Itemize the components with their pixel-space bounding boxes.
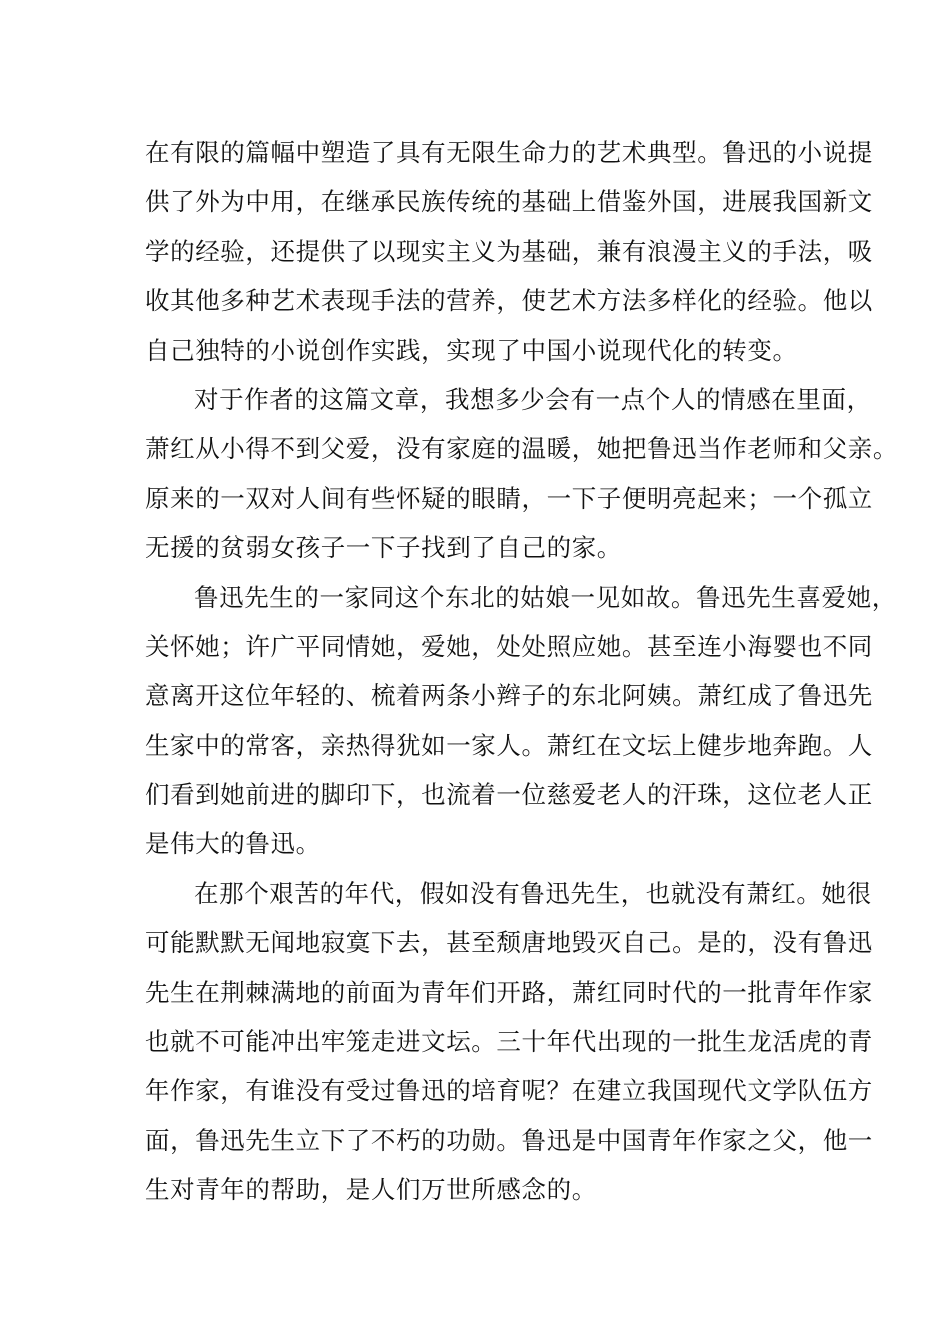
text-line: 也就不可能冲出牢笼走进文坛。三十年代出现的一批生龙活虎的青 [145, 1027, 873, 1057]
text-line: 鲁迅先生的一家同这个东北的姑娘一见如故。鲁迅先生喜爱她， [194, 582, 897, 612]
text-line: 在有限的篇幅中塑造了具有无限生命力的艺术典型。鲁迅的小说提 [145, 138, 873, 167]
text-line: 先生在荆棘满地的前面为青年们开路，萧红同时代的一批青年作家 [145, 977, 873, 1007]
text-line: 是伟大的鲁迅。 [145, 829, 321, 859]
text-line: 自己独特的小说创作实践，实现了中国小说现代化的转变。 [145, 335, 798, 365]
text-line: 意离开这位年轻的、梳着两条小辫子的东北阿姨。萧红成了鲁迅先 [145, 681, 873, 711]
text-line: 原来的一双对人间有些怀疑的眼睛，一下子便明亮起来；一个孤立 [145, 483, 873, 513]
text-line: 萧红从小得不到父爱，没有家庭的温暖，她把鲁迅当作老师和父亲。 [145, 434, 898, 464]
text-line: 无援的贫弱女孩子一下子找到了自己的家。 [145, 533, 622, 563]
text-line: 生家中的常客，亲热得犹如一家人。萧红在文坛上健步地奔跑。人 [145, 730, 873, 760]
text-line: 可能默默无闻地寂寞下去，甚至颓唐地毁灭自己。是的，没有鲁迅 [145, 928, 873, 958]
text-line: 们看到她前进的脚印下，也流着一位慈爱老人的汗珠，这位老人正 [145, 780, 873, 810]
text-line: 在那个艰苦的年代，假如没有鲁迅先生，也就没有萧红。她很 [194, 878, 872, 908]
text-line: 对于作者的这篇文章，我想多少会有一点个人的情感在里面， [194, 384, 872, 414]
text-line: 生对青年的帮助，是人们万世所感念的。 [145, 1175, 597, 1205]
text-line: 供了外为中用，在继承民族传统的基础上借鉴外国，进展我国新文 [145, 187, 873, 217]
paragraph-1 [145, 128, 873, 375]
body-text [145, 128, 898, 1215]
text-line: 关怀她；许广平同情她，爱她，处处照应她。甚至连小海婴也不同 [145, 631, 873, 661]
paragraph-4 [145, 869, 873, 1215]
text-line: 收其他多种艺术表现手法的营养，使艺术方法多样化的经验。他以 [145, 286, 873, 316]
paragraph-2 [145, 375, 898, 573]
text-line: 年作家，有谁没有受过鲁迅的培育呢？在建立我国现代文学队伍方 [145, 1076, 873, 1106]
text-line: 面，鲁迅先生立下了不朽的功勋。鲁迅是中国青年作家之父，他一 [145, 1125, 873, 1155]
text-line: 学的经验，还提供了以现实主义为基础，兼有浪漫主义的手法，吸 [145, 236, 873, 266]
paragraph-3 [145, 573, 897, 869]
